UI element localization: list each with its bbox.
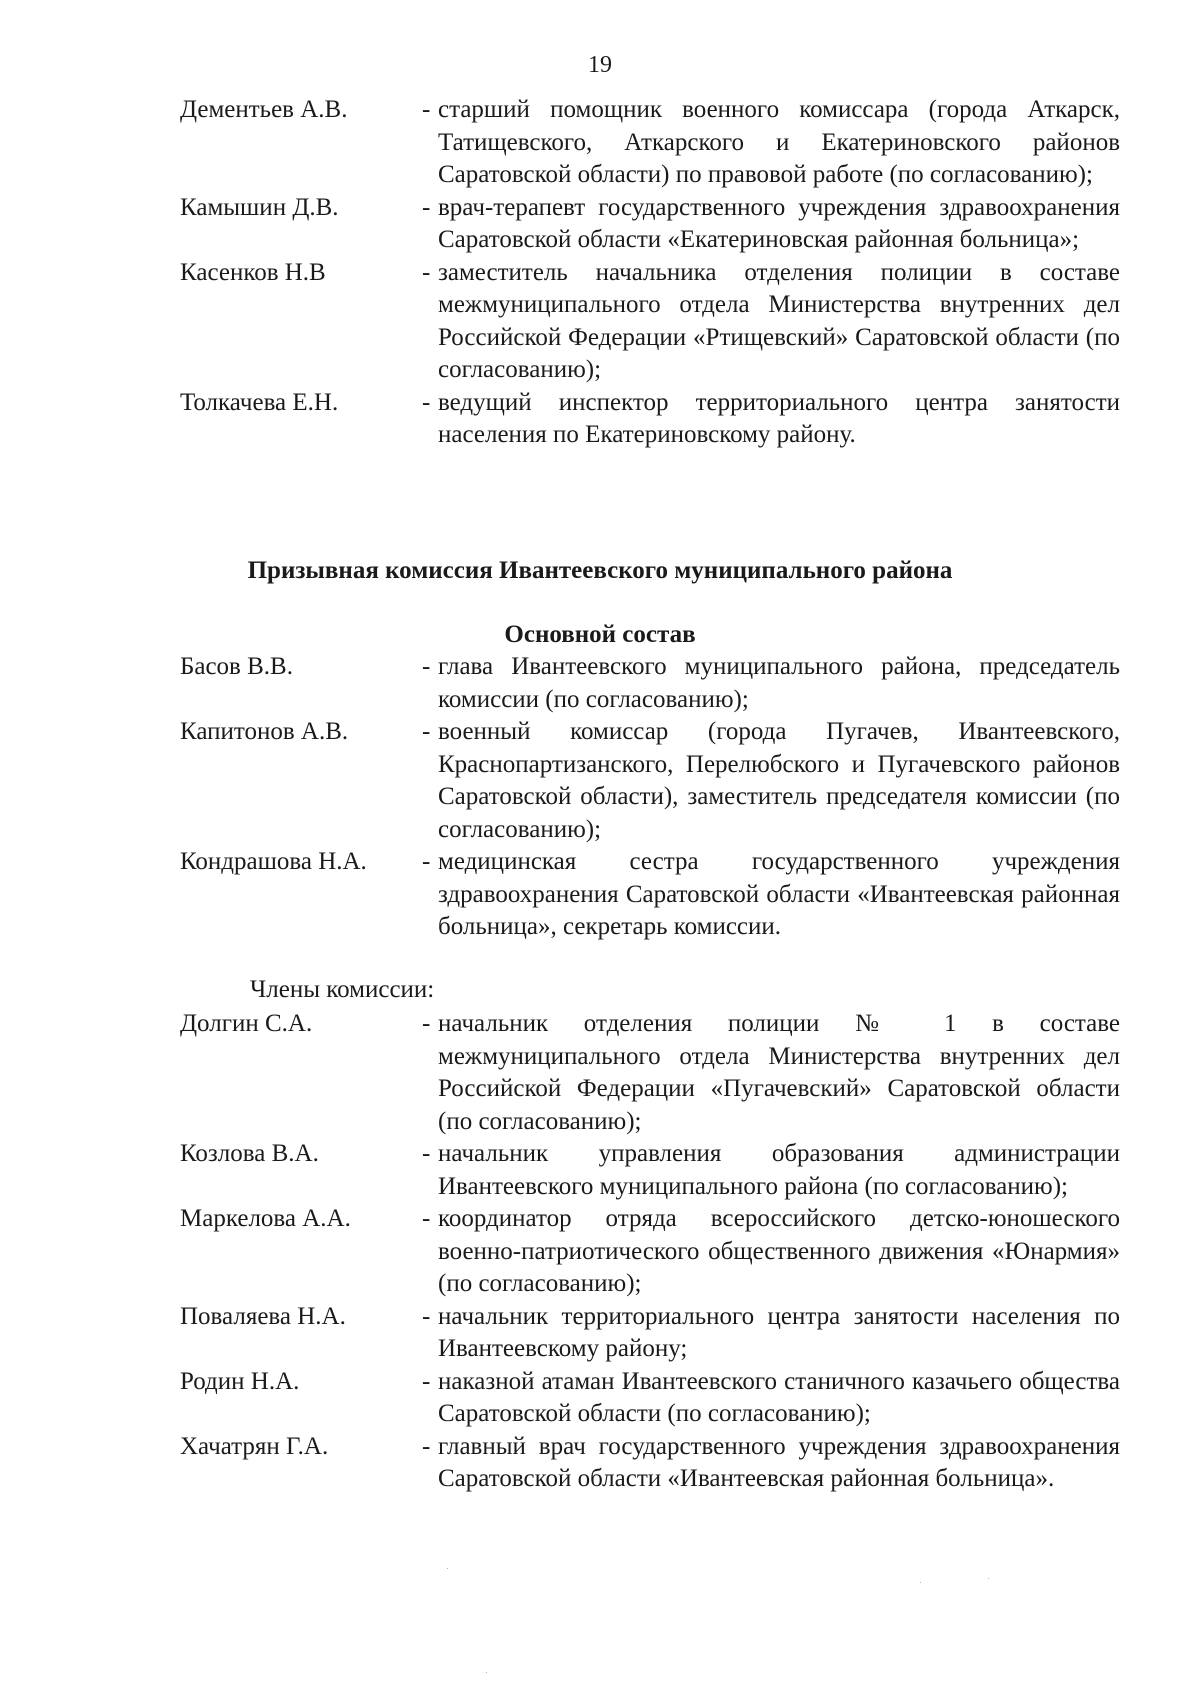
dash: - <box>422 1140 431 1167</box>
member-entry <box>180 387 1120 452</box>
member-entry <box>180 846 1120 944</box>
member-entry <box>180 1366 1120 1431</box>
scan-speck <box>447 1568 448 1569</box>
dash: - <box>422 1302 431 1330</box>
dash: - <box>422 96 431 123</box>
dash: - <box>422 388 431 416</box>
member-name: Родин Н.А. <box>180 1367 300 1395</box>
dash: - <box>422 258 431 286</box>
member-name: Дементьев А.В. <box>180 96 348 123</box>
member-entry <box>180 651 1120 716</box>
scan-speck <box>920 1582 921 1583</box>
member-description: наказной атаман Ивантеевского станичного казачьего общества Саратовской области (по согласованию); <box>438 1367 1120 1427</box>
member-description: глава Ивантеевского муниципального района, председатель комиссии (по согласованию); <box>438 653 1120 713</box>
dash: - <box>422 848 431 875</box>
member-name: Козлова В.А. <box>180 1140 319 1167</box>
member-description: начальник управления образования администрации Ивантеевского муниципального района (по согласованию); <box>438 1140 1120 1200</box>
member-name: Долгин С.А. <box>180 1010 313 1037</box>
member-description: врач-терапевт государственного учреждения здравоохранения Саратовской области «Екатериновская районная больница»; <box>438 193 1120 253</box>
scan-speck <box>988 1578 989 1579</box>
dash: - <box>422 718 431 745</box>
member-entry <box>180 192 1120 257</box>
member-entry <box>180 257 1120 387</box>
page-number: 19 <box>588 52 612 78</box>
members-label: Члены комиссии: <box>250 976 435 1003</box>
commission-title: Призывная комиссия Ивантеевского муниципального района <box>247 557 953 584</box>
commission-member-list <box>180 1008 1120 1496</box>
member-description: координатор отряда всероссийского детско-юношеского военно-патриотического общественного движения «Юнармия» (по согласованию); <box>438 1205 1120 1297</box>
member-entry <box>180 1301 1120 1366</box>
member-description: главный врач государственного учреждения здравоохранения Саратовской области «Ивантеевская районная больница». <box>438 1432 1120 1492</box>
dash: - <box>422 1367 431 1395</box>
top-member-list <box>180 94 1120 452</box>
member-entry <box>180 1203 1120 1301</box>
member-name: Маркелова А.А. <box>180 1205 351 1232</box>
member-name: Касенков Н.В <box>180 258 326 286</box>
dash: - <box>422 1205 431 1232</box>
member-description: заместитель начальника отделения полиции в составе межмуниципального отдела Министерства внутренних дел Российской Федерации «Ртищевский» Саратовской области (по согласованию); <box>438 258 1120 383</box>
member-name: Поваляева Н.А. <box>180 1302 346 1330</box>
dash: - <box>422 653 431 680</box>
member-description: начальник отделения полиции № 1 в составе межмуниципального отдела Министерства внутренних дел Российской Федерации «Пугачевский» Саратовской области (по согласованию); <box>438 1010 1120 1135</box>
main-member-list <box>180 651 1120 944</box>
member-description: военный комиссар (города Пугачев, Ивантеевского, Краснопартизанского, Перелюбского и Пугачевского районов Саратовской области), заместитель председателя комиссии (по согласованию); <box>438 718 1120 843</box>
member-description: старший помощник военного комиссара (города Аткарск, Татищевского, Аткарского и Екатериновского районов Саратовской области) по правовой работе (по согласованию); <box>438 96 1120 188</box>
member-name: Кондрашова Н.А. <box>180 848 367 875</box>
member-entry <box>180 1008 1120 1138</box>
dash: - <box>422 1010 431 1037</box>
member-entry <box>180 94 1120 192</box>
member-description: медицинская сестра государственного учреждения здравоохранения Саратовской области «Ивантеевская районная больница», секретарь комиссии. <box>438 848 1120 940</box>
dash: - <box>422 193 431 221</box>
member-description: начальник территориального центра занятости населения по Ивантеевскому району; <box>438 1302 1120 1362</box>
member-description: ведущий инспектор территориального центра занятости населения по Екатериновскому району. <box>438 388 1120 448</box>
member-name: Хачатрян Г.А. <box>180 1432 329 1460</box>
member-name: Толкачева Е.Н. <box>180 388 339 416</box>
main-composition-title: Основной состав <box>504 621 696 648</box>
member-name: Басов В.В. <box>180 653 293 680</box>
member-name: Капитонов А.В. <box>180 718 349 745</box>
member-entry <box>180 716 1120 846</box>
member-entry <box>180 1138 1120 1203</box>
dash: - <box>422 1432 431 1460</box>
member-entry <box>180 1431 1120 1496</box>
member-name: Камышин Д.В. <box>180 193 339 221</box>
scan-speck <box>486 1672 487 1673</box>
